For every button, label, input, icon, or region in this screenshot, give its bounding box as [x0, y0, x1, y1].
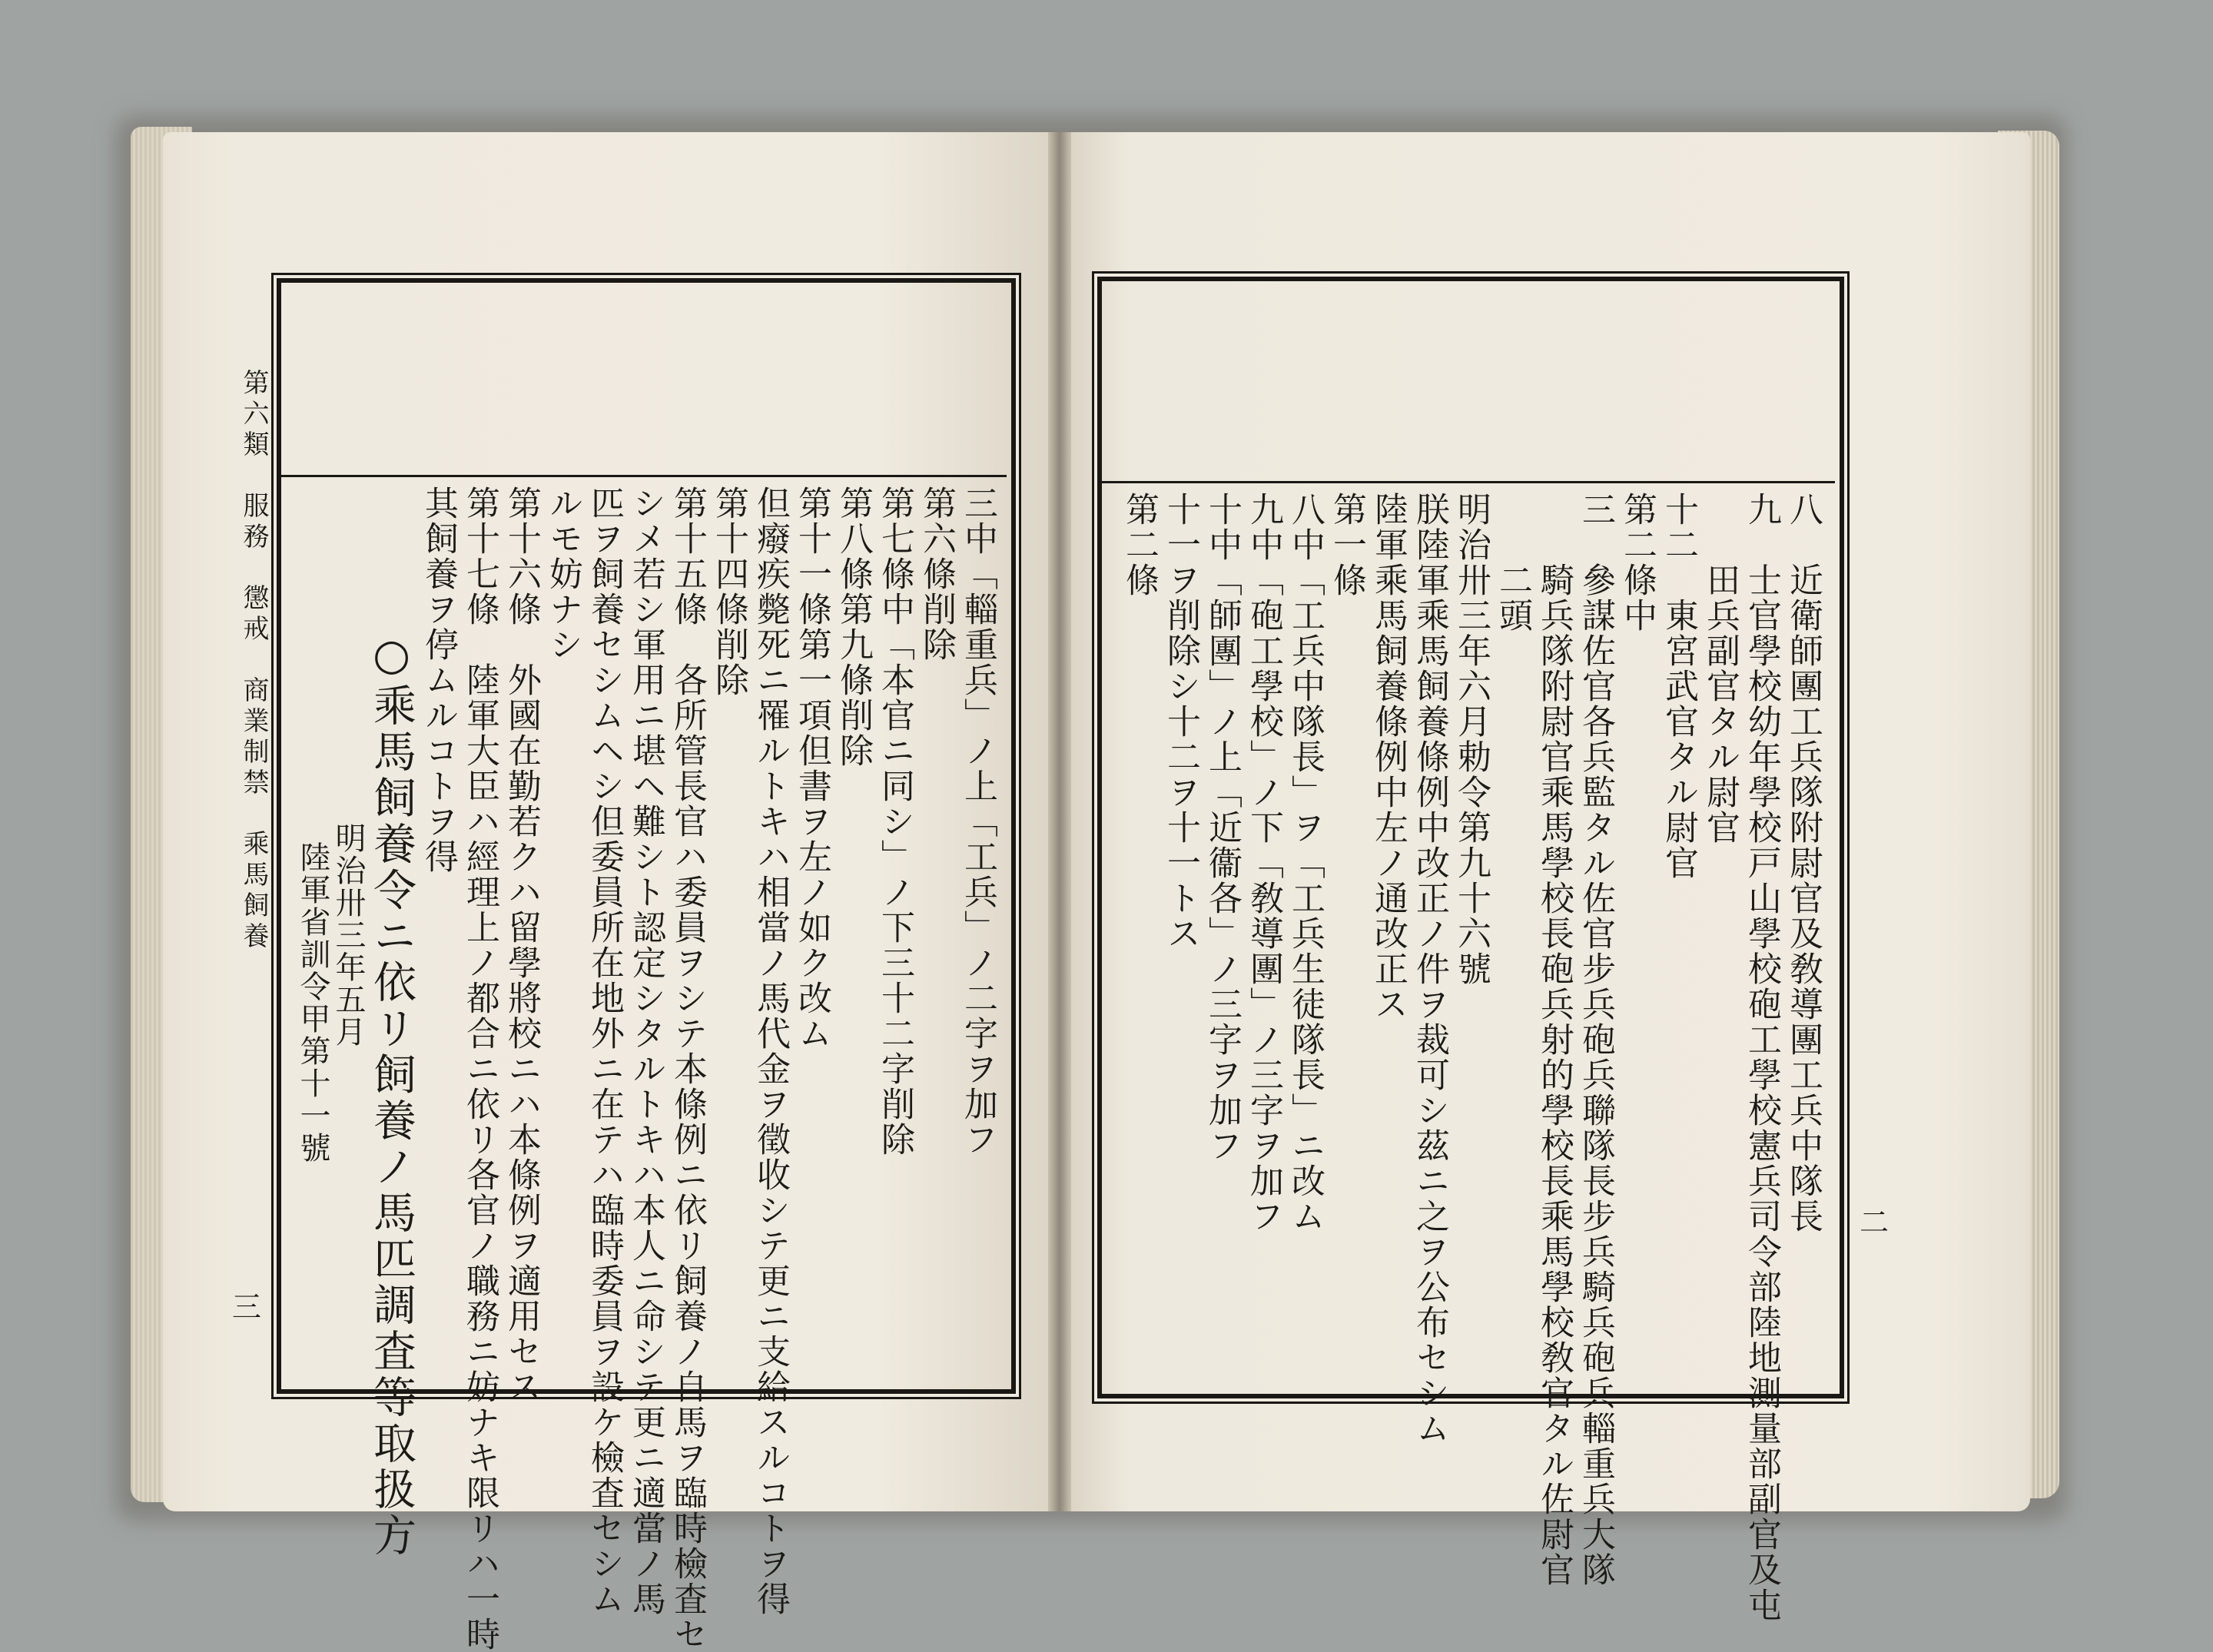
left-line-10: 匹ヲ飼養セシムヘシ但委員所在地外ニ在テハ臨時委員ヲ設ケ檢査セシム — [585, 486, 624, 1617]
left-line-3: 第七條中「本官ニ同シ」ノ下三十二字削除 — [875, 486, 914, 1157]
right-line-14: 九中「砲工學校」ノ下「敎導團」ノ三字ヲ加フ — [1244, 492, 1283, 1234]
left-line-5: 第十一條第一項但書ヲ左ノ如ク改ム — [792, 486, 831, 1051]
right-header-rule — [1102, 481, 1835, 483]
right-line-8: 二頭 — [1493, 492, 1532, 633]
right-line-9: 明治卅三年六月勅令第九十六號 — [1452, 492, 1491, 987]
right-line-1: 八 近衛師團工兵隊附尉官及敎導團工兵中隊長 — [1783, 492, 1823, 1234]
right-line-6: 三 參謀佐官各兵監タル佐官步兵砲兵聯隊長步兵騎兵砲兵輜重兵大隊 — [1576, 492, 1615, 1587]
left-line-9: シメ若シ軍用ニ堪ヘ難シト認定シタルトキハ本人ニ命シテ更ニ適當ノ馬 — [626, 486, 665, 1617]
left-line-12: 第十六條 外國在勤若クハ留學將校ニハ本條例ヲ適用セス — [502, 486, 541, 1405]
right-page-number: 二 — [1860, 1206, 1890, 1239]
section-date: 明治卅三年五月 — [330, 822, 366, 1048]
right-line-3: 田兵副官タル尉官 — [1700, 492, 1740, 845]
left-line-11: ルモ妨ナシ — [543, 486, 582, 662]
right-line-13: 八中「工兵中隊長」ヲ「工兵生徒隊長」ニ改ム — [1286, 492, 1325, 1234]
right-line-12: 第一條 — [1327, 492, 1366, 598]
section-order: 陸軍省訓令甲第十一號 — [295, 841, 330, 1164]
left-line-4: 第八條第九條削除 — [834, 486, 873, 768]
left-header-rule — [281, 475, 1007, 477]
left-page-number: 三 — [232, 1290, 262, 1324]
left-line-1: 三中「輜重兵」ノ上「工兵」ノ二字ヲ加フ — [958, 486, 997, 1157]
right-line-11: 陸軍乘馬飼養條例中左ノ通改正ス — [1369, 492, 1408, 1022]
right-line-4: 十二 東宮武官タル尉官 — [1659, 492, 1698, 881]
left-line-14: 其飼養ヲ停ムルコトヲ得 — [419, 486, 458, 874]
section-title: ○乘馬飼養令ニ依リ飼養ノ馬匹調査等取扱方 — [367, 630, 416, 1559]
right-line-5: 第二條中 — [1617, 492, 1657, 633]
left-line-8: 第十五條 各所管長官ハ委員ヲシテ本條例ニ依リ飼養ノ自馬ヲ臨時檢査セ — [668, 486, 707, 1652]
right-line-16: 十一ヲ削除シ十二ヲ十一トス — [1161, 492, 1200, 951]
right-line-10: 朕陸軍乘馬飼養條例中改正ノ件ヲ裁可シ茲ニ之ヲ公布セシム — [1410, 492, 1449, 1446]
right-line-7: 騎兵隊附尉官乘馬學校長砲兵射的學校長乘馬學校敎官タル佐尉官 — [1535, 492, 1574, 1587]
left-line-7: 第十四條削除 — [709, 486, 748, 698]
left-line-2: 第六條削除 — [917, 486, 956, 662]
left-line-6: 但癈疾斃死ニ罹ルトキハ相當ノ馬代金ヲ徵收シテ更ニ支給スルコトヲ得 — [751, 486, 790, 1617]
right-line-2: 九 士官學校幼年學校戸山學校砲工學校憲兵司令部陸地測量部副官及屯 — [1742, 492, 1781, 1623]
left-line-13: 第十七條 陸軍大臣ハ經理上ノ都合ニ依リ各官ノ職務ニ妨ナキ限リハ一時 — [460, 486, 499, 1652]
book-gutter — [1048, 132, 1071, 1511]
right-line-15: 十中「師團」ノ上「近衞各」ノ三字ヲ加フ — [1203, 492, 1242, 1163]
right-line-17: 第二條 — [1120, 492, 1159, 598]
left-running-header: 第六類 服務 懲戒 商業制禁 乘馬飼養 — [238, 369, 269, 953]
